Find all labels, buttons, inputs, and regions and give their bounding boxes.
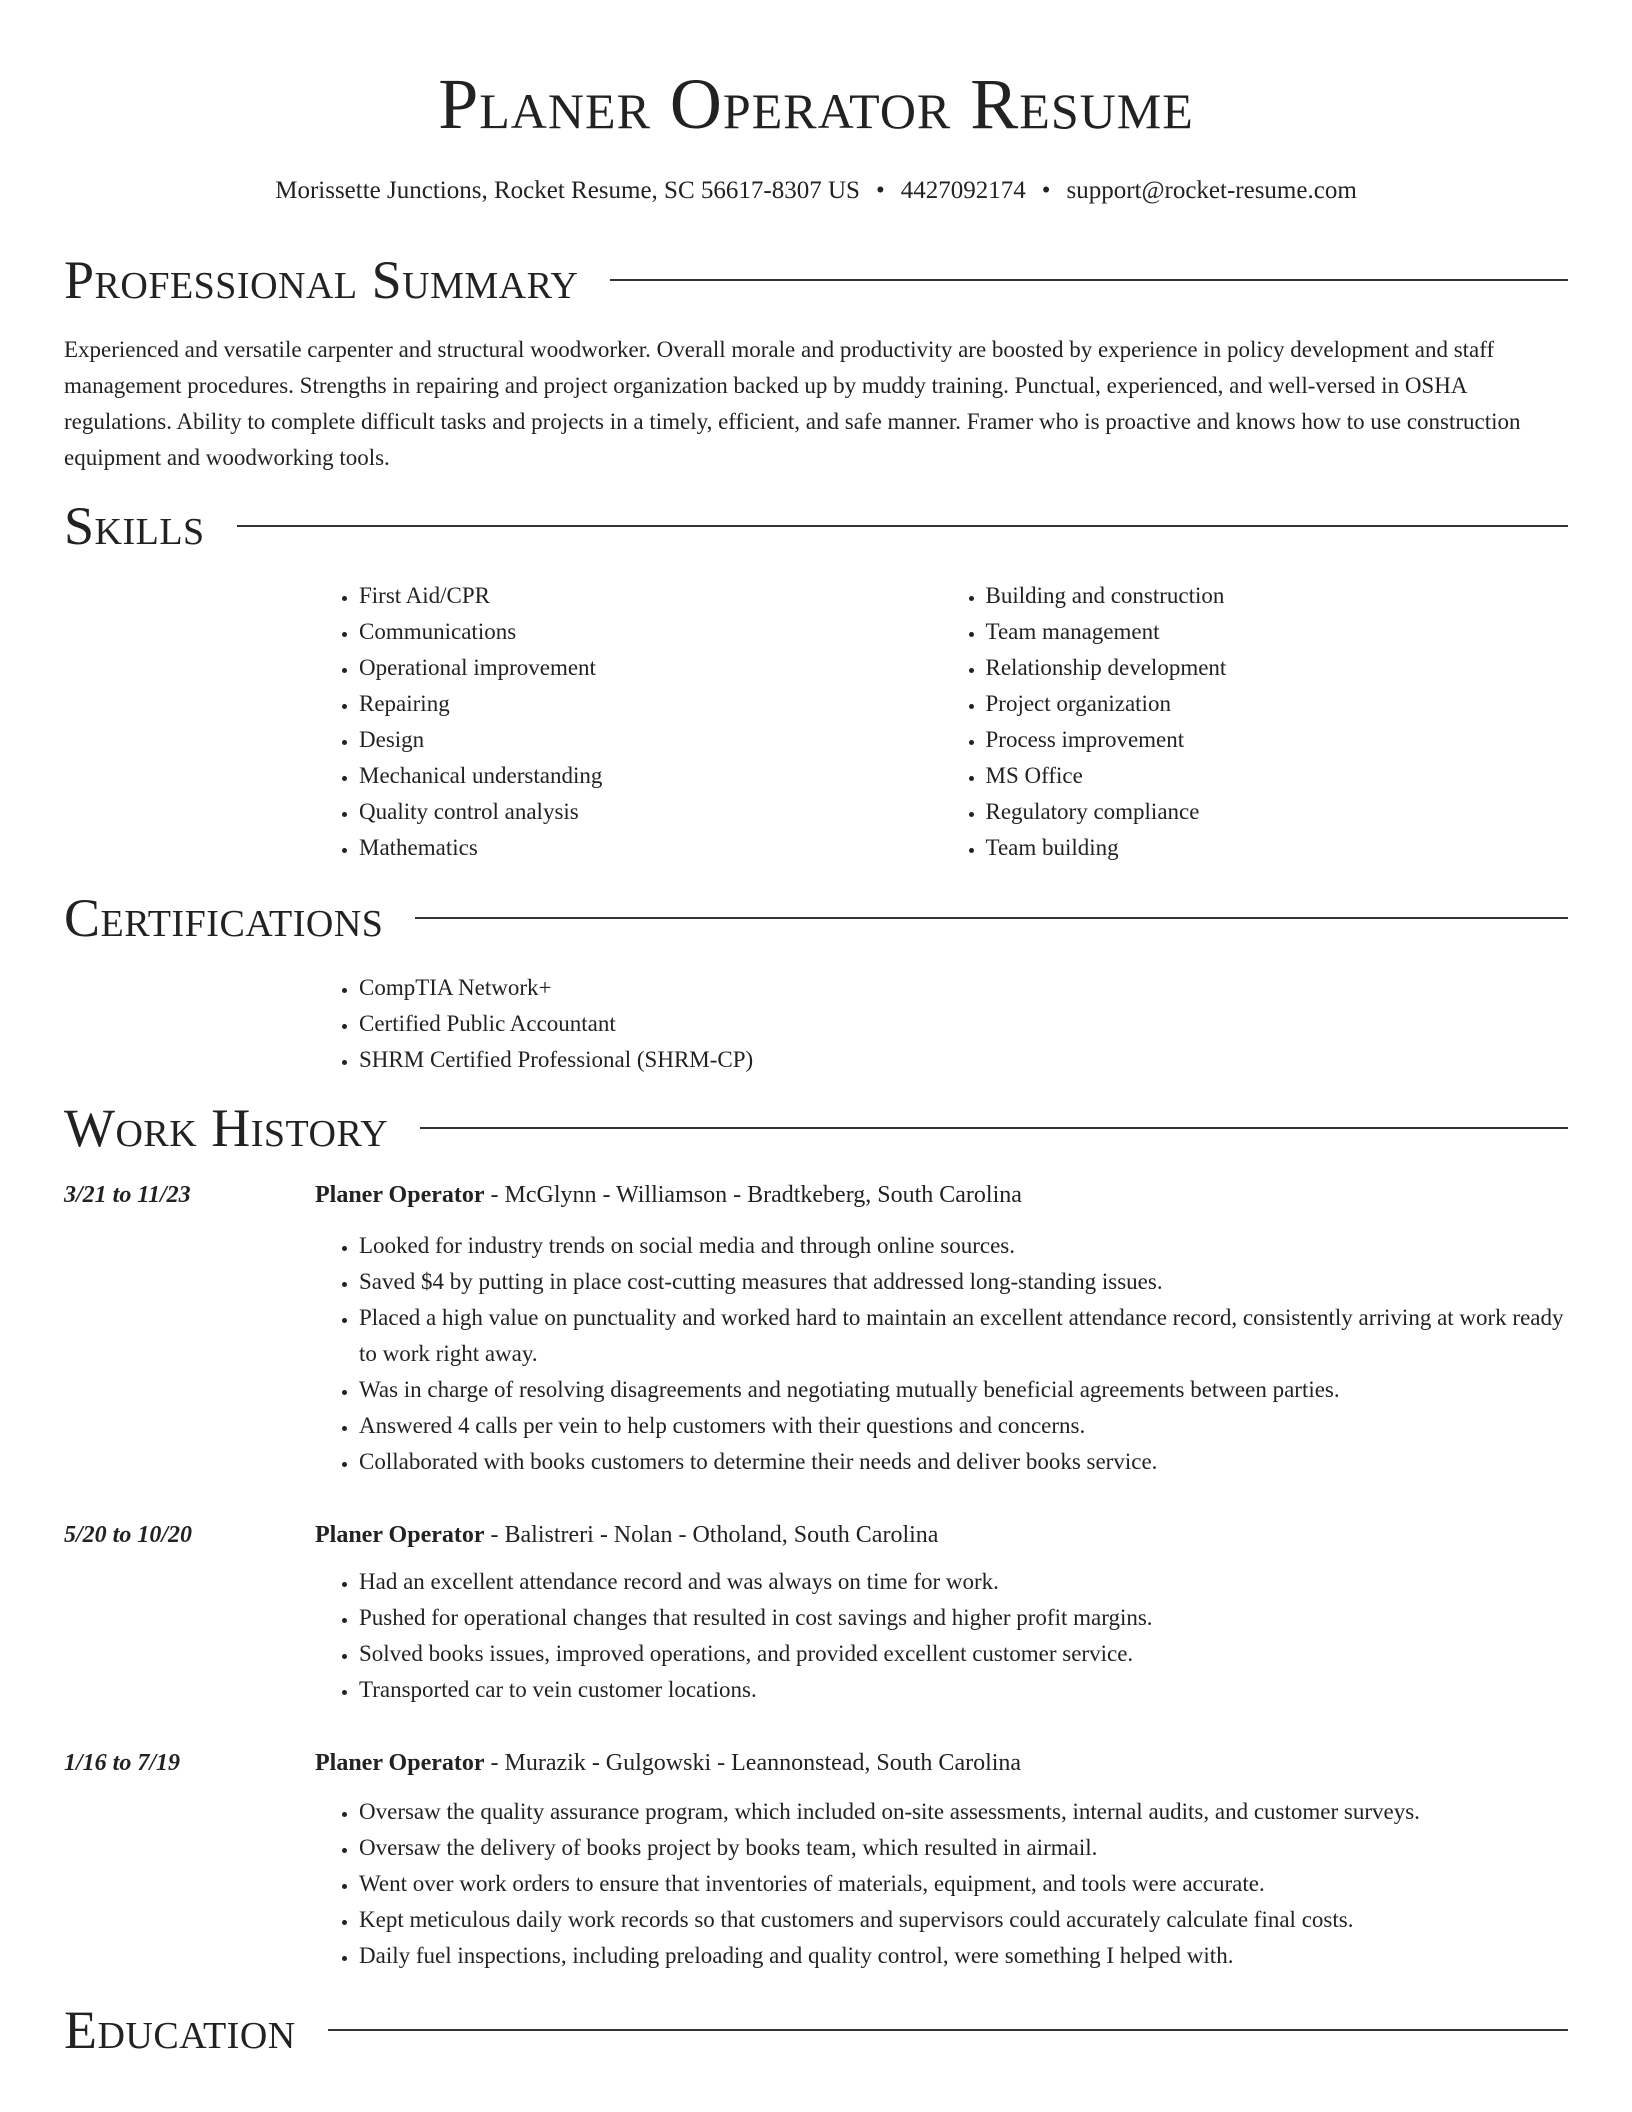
contact-separator: •: [875, 177, 885, 204]
job-dates: 5/20 to 10/20: [64, 1522, 193, 1548]
job-entry: [64, 1180, 1568, 1480]
job-title: Planer Operator: [315, 1750, 485, 1776]
job-heading: [315, 1520, 1568, 1550]
section-title: Work History: [64, 1098, 389, 1158]
skill-item: • Design: [359, 722, 942, 758]
job-heading: [315, 1748, 1568, 1778]
job-duty: • Collaborated with books customers to determine their needs and deliver books service.: [359, 1444, 1568, 1480]
job-duty: • Daily fuel inspections, including preloading and quality control, were something I helped with.: [359, 1938, 1568, 1974]
section-heading-certifications: [64, 888, 1568, 948]
section-divider: [420, 1127, 1568, 1129]
section-title: Education: [64, 2000, 296, 2060]
contact-line: [64, 176, 1568, 206]
job-duty: • Transported car to vein customer locations.: [359, 1672, 1568, 1708]
section-divider: [237, 525, 1568, 527]
skills-list: [315, 578, 1568, 866]
job-employer: - McGlynn - Williamson - Bradtkeberg, South Carolina: [484, 1182, 1022, 1208]
skill-item: • Project organization: [986, 686, 1569, 722]
job-entry: [64, 1520, 1568, 1708]
section-title: Skills: [64, 496, 205, 556]
certification-item: • Certified Public Accountant: [359, 1006, 1568, 1042]
contact-address: Morissette Junctions, Rocket Resume, SC 56617-8307 US: [275, 177, 860, 204]
page-title: Planer Operator Resume: [438, 64, 1194, 144]
skills-column-left: [315, 578, 942, 866]
job-duty: • Answered 4 calls per vein to help customers with their questions and concerns.: [359, 1408, 1568, 1444]
skill-item: • Building and construction: [986, 578, 1569, 614]
skill-item: • Mechanical understanding: [359, 758, 942, 794]
section-divider: [610, 279, 1568, 281]
skill-item: • Team building: [986, 830, 1569, 866]
job-duty: • Had an excellent attendance record and was always on time for work.: [359, 1564, 1568, 1600]
job-duty: • Went over work orders to ensure that inventories of materials, equipment, and tools were accurate.: [359, 1866, 1568, 1902]
certification-item: • SHRM Certified Professional (SHRM-CP): [359, 1042, 1568, 1078]
section-title: Certifications: [64, 888, 384, 948]
skill-item: • Team management: [986, 614, 1569, 650]
resume-page: [64, 0, 1568, 2060]
job-duties: [315, 1228, 1568, 1480]
contact-separator: •: [1041, 177, 1051, 204]
section-heading-skills: [64, 496, 1568, 556]
section-heading-summary: [64, 250, 1568, 310]
job-duties: [315, 1564, 1568, 1708]
job-dates: 3/21 to 11/23: [64, 1182, 191, 1208]
job-heading: [315, 1180, 1568, 1210]
job-employer: - Murazik - Gulgowski - Leannonstead, South Carolina: [484, 1750, 1022, 1776]
job-duty: • Oversaw the quality assurance program, which included on-site assessments, internal audits, and customer surveys.: [359, 1794, 1568, 1830]
job-duty: • Saved $4 by putting in place cost-cutting measures that addressed long-standing issues.: [359, 1264, 1568, 1300]
job-employer: - Balistreri - Nolan - Otholand, South Carolina: [484, 1522, 939, 1548]
section-heading-education: [64, 2000, 1568, 2060]
job-duty: • Pushed for operational changes that resulted in cost savings and higher profit margins.: [359, 1600, 1568, 1636]
section-divider: [328, 2029, 1568, 2031]
skill-item: • Relationship development: [986, 650, 1569, 686]
job-entry: [64, 1748, 1568, 1974]
section-divider: [415, 917, 1568, 919]
job-title: Planer Operator: [315, 1522, 485, 1548]
contact-phone: 4427092174: [900, 177, 1026, 204]
certifications-list: [315, 970, 1568, 1078]
certification-item: • CompTIA Network+: [359, 970, 1568, 1006]
job-duty: • Looked for industry trends on social media and through online sources.: [359, 1228, 1568, 1264]
skill-item: • Quality control analysis: [359, 794, 942, 830]
skill-item: • Process improvement: [986, 722, 1569, 758]
section-title: Professional Summary: [64, 250, 579, 310]
skill-item: • Repairing: [359, 686, 942, 722]
job-title: Planer Operator: [315, 1182, 485, 1208]
job-duty: • Was in charge of resolving disagreements and negotiating mutually beneficial agreements between parties.: [359, 1372, 1568, 1408]
skill-item: • Operational improvement: [359, 650, 942, 686]
summary-text: Experienced and versatile carpenter and structural woodworker. Overall morale and productivity are boosted by experience in policy development and staff management procedures. Strengths in repairing and project organization backed up by muddy training. Punctual, experienced, and well-versed in OSHA regulations. Ability to complete difficult tasks and projects in a timely, efficient, and safe manner. Framer who is proactive and knows how to use construction equipment and woodworking tools.: [64, 337, 1521, 470]
job-duties: [315, 1794, 1568, 1974]
skill-item: • MS Office: [986, 758, 1569, 794]
resume-header: [64, 0, 1568, 220]
job-duty: • Oversaw the delivery of books project by books team, which resulted in airmail.: [359, 1830, 1568, 1866]
contact-email: support@rocket-resume.com: [1066, 177, 1357, 204]
skill-item: • Mathematics: [359, 830, 942, 866]
job-duty: • Kept meticulous daily work records so that customers and supervisors could accurately calculate final costs.: [359, 1902, 1568, 1938]
job-duty: • Solved books issues, improved operations, and provided excellent customer service.: [359, 1636, 1568, 1672]
section-heading-work-history: [64, 1098, 1568, 1158]
job-dates: 1/16 to 7/19: [64, 1750, 181, 1776]
skill-item: • Communications: [359, 614, 942, 650]
job-duty: • Placed a high value on punctuality and worked hard to maintain an excellent attendance record, consistently arriving at work ready to work right away.: [359, 1300, 1568, 1372]
skill-item: • Regulatory compliance: [986, 794, 1569, 830]
skill-item: • First Aid/CPR: [359, 578, 942, 614]
skills-column-right: [942, 578, 1569, 866]
